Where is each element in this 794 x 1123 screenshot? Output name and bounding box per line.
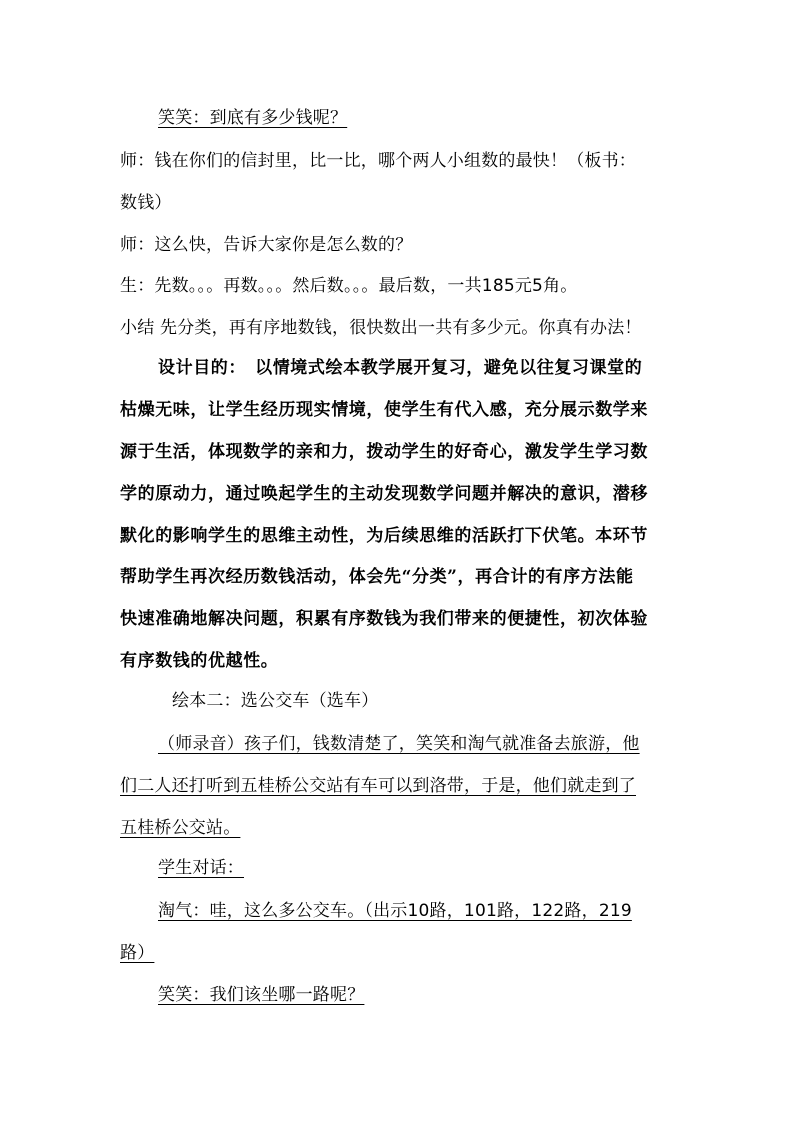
dialogue-line-1: 淘气：哇，这么多公交车。（出示10路，101路，122路，219: [158, 901, 632, 921]
text-line-5: 生：先数。。。再数。。。然后数。。。最后数，一共185元5角。: [120, 276, 578, 296]
recording-line-2: 们二人还打听到五桂桥公交站有车可以到洛带，于是，他们就走到了: [120, 776, 636, 796]
design-purpose-line-7: 快速准确地解决问题，积累有序数钱为我们带来的便捷性，初次体验: [120, 609, 648, 629]
design-purpose-line-6: 帮助学生再次经历数钱活动，体会先“分类”，再合计的有序方法能: [120, 567, 634, 587]
design-purpose-line-2: 枯燥无味，让学生经历现实情境，使学生有代入感，充分展示数学来: [120, 400, 648, 420]
picture-book-2-heading: 绘本二：选公交车（选车）: [172, 691, 379, 711]
recording-line-3: 五桂桥公交站。: [120, 818, 241, 838]
text-line-1: 笑笑：到底有多少钱呢？: [158, 108, 348, 128]
dialogue-line-2: 路）: [120, 943, 155, 963]
dialogue-line-3: 笑笑：我们该坐哪一路呢？: [158, 985, 365, 1005]
recording-line-1: （师录音）孩子们，钱数清楚了，笑笑和淘气就准备去旅游，他: [158, 734, 640, 754]
design-purpose-line-3: 源于生活，体现数学的亲和力，拨动学生的好奇心，激发学生学习数: [120, 442, 648, 462]
design-purpose-line-4: 学的原动力，通过唤起学生的主动发现数学问题并解决的意识，潜移: [120, 484, 648, 504]
text-line-3: 数钱）: [120, 193, 172, 213]
text-line-6: 小结 先分类，再有序地数钱，很快数出一共有多少元。你真有办法！: [120, 318, 642, 338]
design-purpose-line-1: 设计目的： 以情境式绘本教学展开复习，避免以往复习课堂的: [158, 358, 643, 378]
design-purpose-line-5: 默化的影响学生的思维主动性，为后续思维的活跃打下伏笔。本环节: [120, 526, 648, 546]
text-line-2: 师：钱在你们的信封里，比一比，哪个两人小组数的最快！（板书：: [120, 151, 636, 171]
dialogue-heading: 学生对话：: [158, 858, 244, 878]
design-purpose-line-8: 有序数钱的优越性。: [120, 651, 279, 671]
text-line-4: 师：这么快，告诉大家你是怎么数的？: [120, 235, 413, 255]
